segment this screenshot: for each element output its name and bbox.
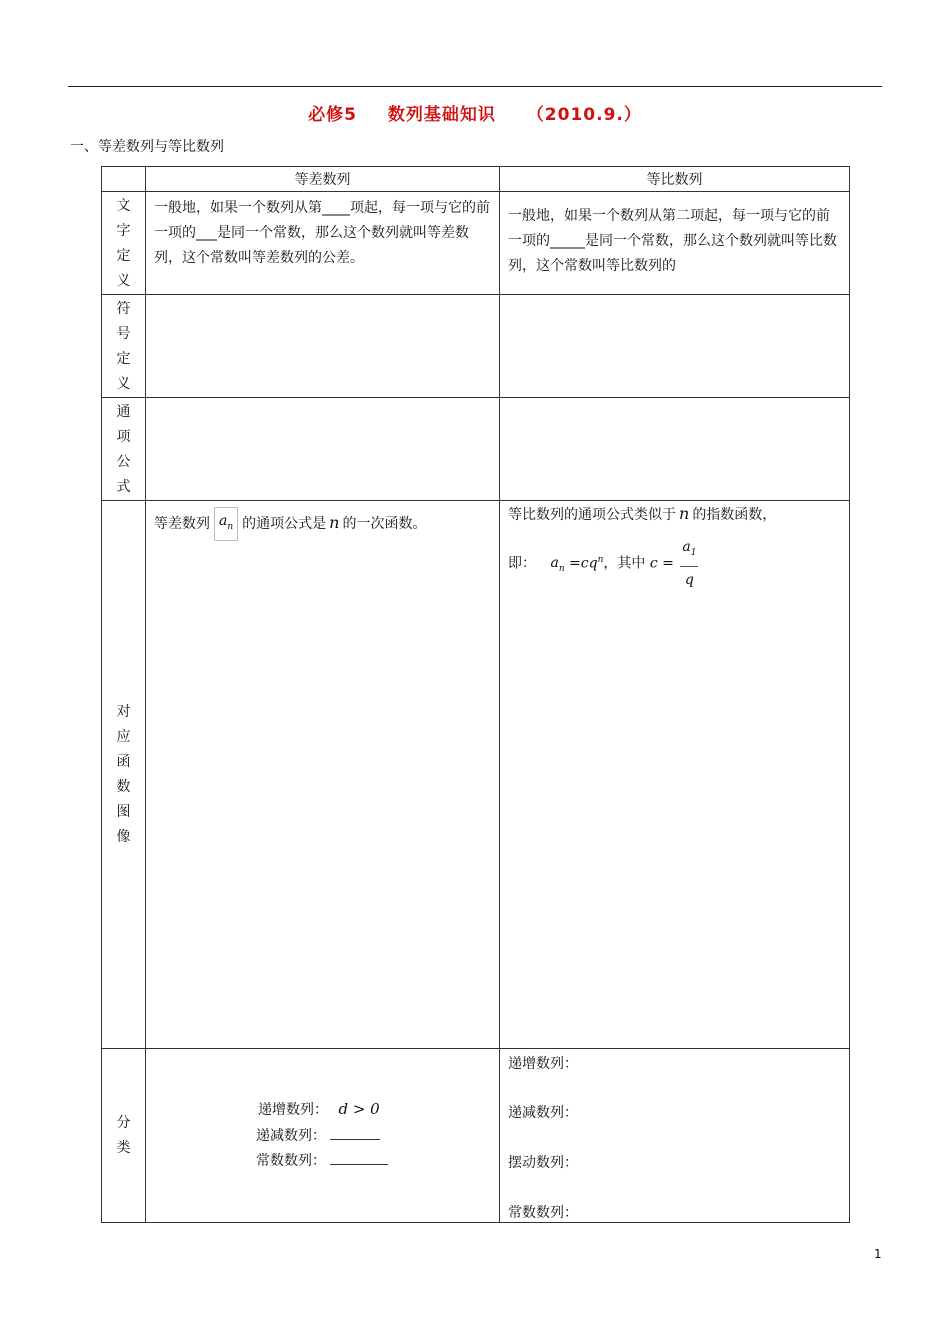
geo-text-definition: [500, 192, 850, 295]
formula-c: c =: [649, 555, 674, 572]
label-symbol-definition: [102, 295, 146, 398]
geo-function-pre: 等比数列的通项公式类似于: [508, 507, 676, 523]
geo-function-line1: [500, 501, 849, 528]
label-char: 定: [116, 351, 131, 367]
geo-definition-text: 一般地，如果一个数列从第二项起，每一项与它的前一项的_____是同一个常数，那么这个数列就叫等比数列，这个常数叫等比数列的: [508, 208, 837, 274]
label-char: 应: [116, 728, 131, 745]
comparison-table: [101, 166, 850, 1223]
row-general-term: [102, 398, 850, 501]
geo-function-line2: [500, 528, 849, 593]
seq-symbol: a: [219, 513, 228, 529]
formula-eq: =cq: [564, 555, 598, 572]
geo-function-post: 的指数函数，: [692, 507, 777, 523]
label-char: 函: [116, 753, 131, 770]
label-char: 类: [116, 1139, 131, 1156]
page-title: [0, 100, 950, 125]
arith-function-pre: 等差数列: [154, 515, 210, 532]
page-number: 1: [874, 1247, 882, 1261]
arith-decreasing-blank[interactable]: [330, 1125, 380, 1140]
arith-decreasing-label: 递减数列：: [256, 1128, 326, 1144]
formula-a: a: [550, 555, 559, 572]
geo-increasing-label: 递增数列：: [508, 1056, 578, 1072]
arith-definition-text: 一般地，如果一个数列从第____项起，每一项与它的前一项的___是同一个常数，那么这个数列就叫等差数列，这个常数叫等差数列的公差。: [154, 200, 490, 266]
row-classification: [102, 1049, 850, 1223]
arith-constant-label: 常数数列：: [256, 1153, 326, 1169]
arith-function-cell: [146, 501, 500, 1049]
fraction-numerator: [680, 534, 698, 567]
label-char: 公: [116, 454, 131, 470]
row-symbol-definition: [102, 295, 850, 398]
numerator-subscript: 1: [690, 547, 697, 558]
arith-function-text: [146, 501, 499, 541]
label-char: 对: [116, 703, 131, 720]
arith-symbol-cell[interactable]: [146, 295, 500, 398]
geo-formula-prefix: 即：: [508, 555, 536, 572]
header-row: [102, 167, 850, 192]
geo-symbol-cell[interactable]: [500, 295, 850, 398]
label-char: 字: [116, 223, 131, 239]
var-n: n: [329, 512, 340, 532]
formula-exponent: n: [597, 554, 604, 565]
geo-general-term-cell[interactable]: [500, 398, 850, 501]
label-text-definition: [102, 192, 146, 295]
title-course: 必修5: [308, 105, 357, 125]
seq-subscript: n: [227, 521, 234, 532]
label-char: 图: [116, 803, 131, 820]
arith-constant: [256, 1150, 388, 1170]
label-char: 定: [116, 248, 131, 264]
var-n: n: [679, 504, 690, 523]
sequence-notation: [214, 507, 238, 541]
row-text-definition: [102, 192, 850, 295]
label-char: 符: [116, 301, 131, 317]
label-char: 义: [116, 376, 131, 392]
section-heading: 一、等差数列与等比数列: [70, 139, 224, 155]
arith-increasing-condition: d > 0: [338, 1100, 380, 1118]
arith-function-post: 的通项公式是: [242, 515, 327, 532]
label-char: 式: [116, 479, 131, 495]
label-char: 义: [116, 273, 131, 289]
arith-text-definition: [146, 192, 500, 295]
arith-classification-cell: [146, 1049, 500, 1223]
header-arithmetic: 等差数列: [146, 167, 500, 192]
header-geometric: 等比数列: [500, 167, 850, 192]
header-corner: [102, 167, 146, 192]
top-rule: [68, 86, 882, 87]
geo-decreasing-label: 递减数列：: [508, 1105, 578, 1121]
numerator-a: a: [682, 539, 691, 555]
title-date: （2010.9.）: [526, 105, 642, 125]
label-char: 文: [116, 198, 131, 214]
formula-subscript: n: [558, 564, 565, 575]
label-function-graph: [102, 501, 146, 1049]
geo-classification: [500, 1049, 849, 1221]
arith-constant-blank[interactable]: [330, 1150, 388, 1165]
arith-decreasing: [256, 1125, 380, 1145]
title-topic: 数列基础知识: [387, 105, 496, 125]
label-char: 项: [116, 429, 131, 445]
geo-formula-mid: ，其中: [603, 555, 646, 572]
arith-classification: [146, 1049, 499, 1221]
row-function-graph: [102, 501, 850, 1049]
fraction-a1-over-q: [680, 534, 698, 593]
geo-constant-label: 常数数列：: [508, 1205, 578, 1221]
label-char: 分: [116, 1114, 131, 1131]
label-char: 数: [116, 778, 131, 795]
geo-oscillating-label: 摆动数列：: [508, 1155, 578, 1171]
geo-classification-cell: [500, 1049, 850, 1223]
label-char: 像: [116, 828, 131, 845]
label-classification: [102, 1049, 146, 1223]
fraction-denominator: q: [684, 571, 694, 588]
arith-increasing-label: 递增数列：: [258, 1102, 328, 1118]
arith-function-end: 的一次函数。: [342, 515, 427, 532]
label-char: 号: [116, 326, 131, 342]
geo-function-cell: [500, 501, 850, 1049]
arith-increasing: [258, 1099, 380, 1119]
arith-general-term-cell[interactable]: [146, 398, 500, 501]
label-general-term: [102, 398, 146, 501]
label-char: 通: [116, 404, 131, 420]
